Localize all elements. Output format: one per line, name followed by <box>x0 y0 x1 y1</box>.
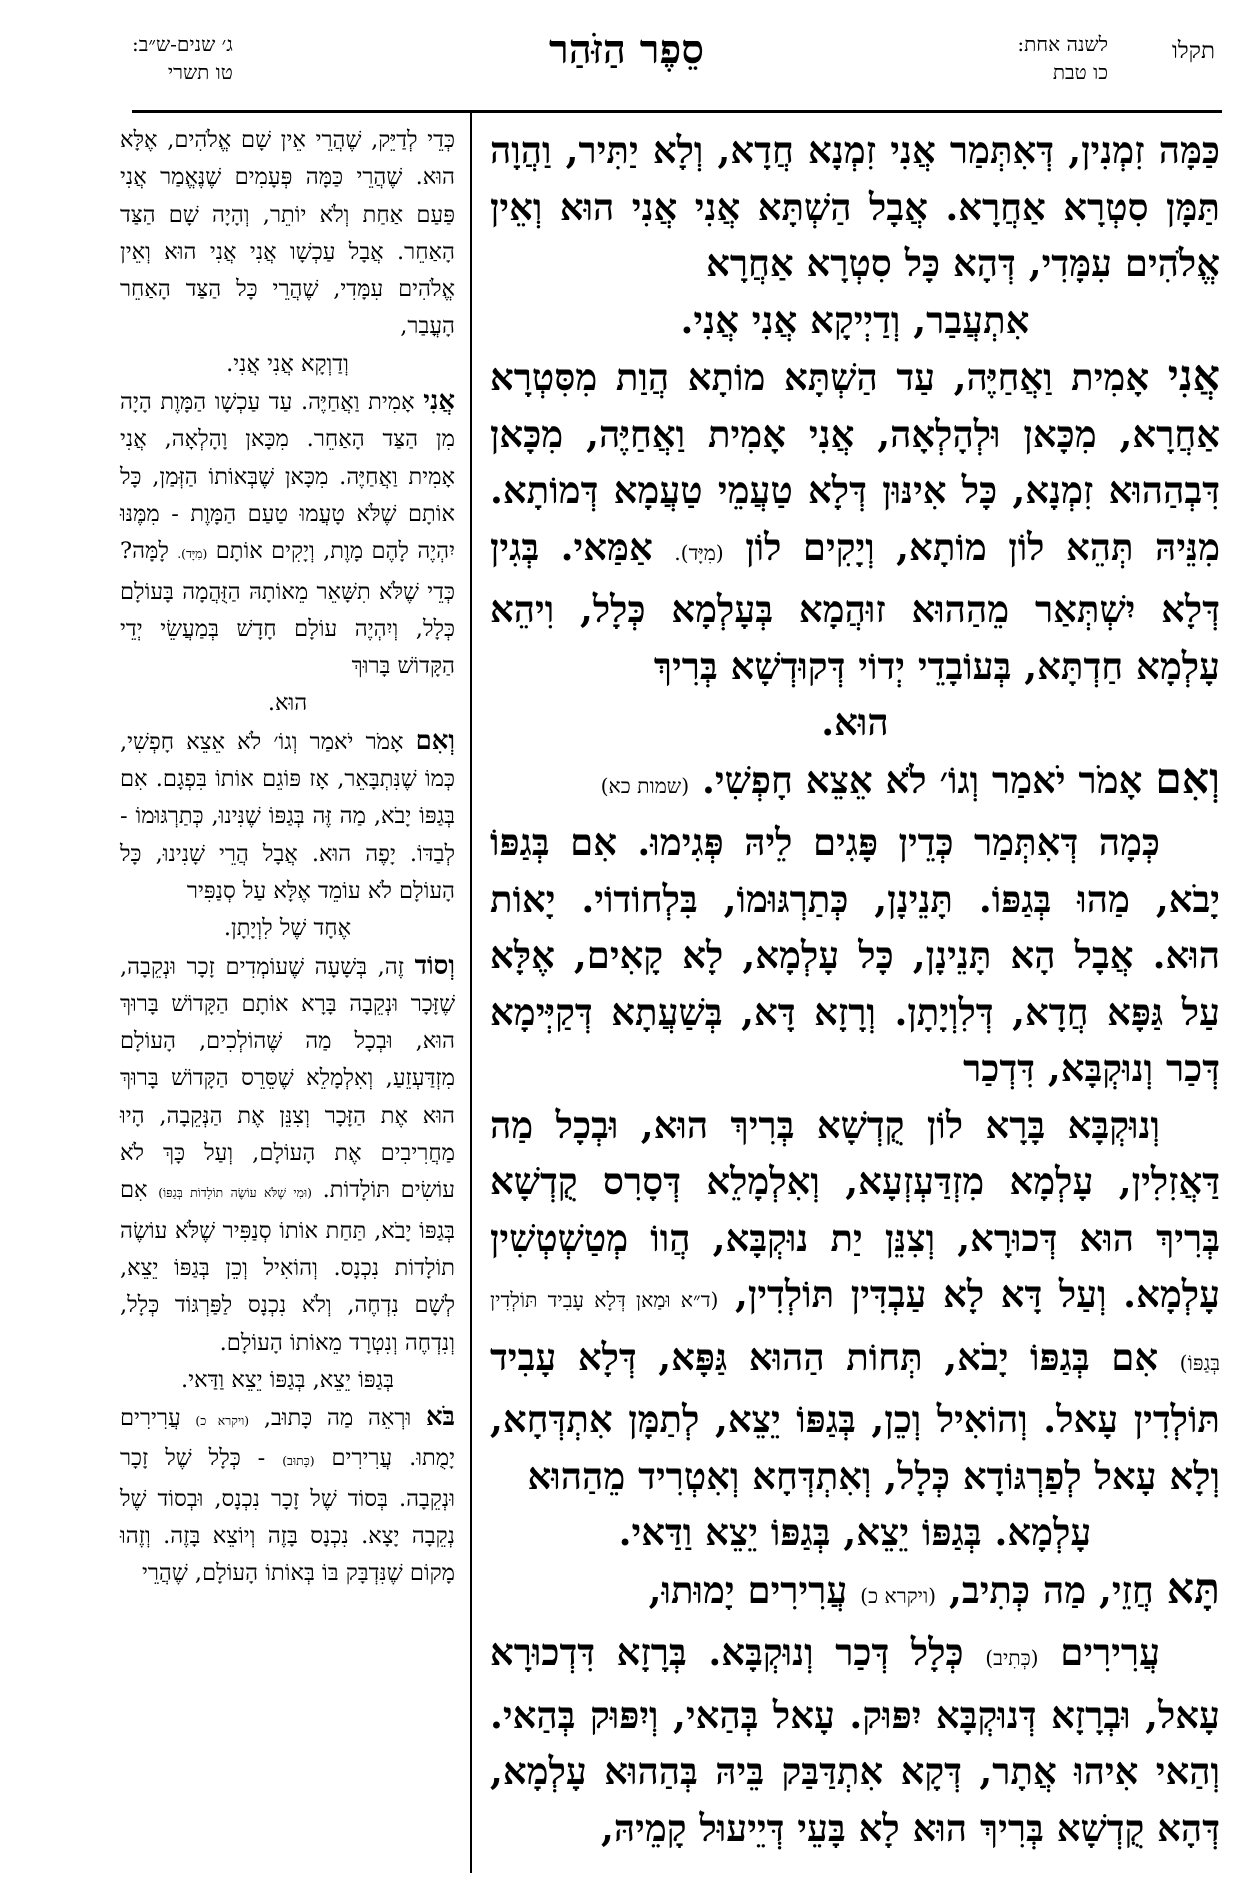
side-paragraph: וְסוֹד זֶה, בְּשָׁעָה שֶׁעוֹמְדִים זָכָר וּנְקֵבָה, שֶׁזָּכָר וּנְקֵבָה בָּרָא אוֹתָם הַקָּדוֹשׁ בָּרוּךְ הוּא, וּבְכָל מַה שֶּׁהוֹלְכִים, הָעוֹלָם מִזְדַּעְזֵעַ, וְאִלְמָלֵא שֶׁסֵּרֵס הַקָּדוֹשׁ בָּרוּךְ הוּא אֶת הַזָּכָר וְצִנֵּן אֶת הַנְּקֵבָה, הָיוּ מַחֲרִיבִים אֶת הָעוֹלָם, וְעַל כָּךְ לֹא עוֹשִׂים תּוֹלָדוֹת. (וּמִי שֶׁלֹּא עוֹשֶׂה תוֹלָדוֹת בְּגַפּוֹ) אִם בְּגַפּוֹ יָבֹא, תַּחַת אוֹתוֹ סְנַפִּיר שֶׁלֹּא עוֹשֶׂה תוֹלָדוֹת נִכְנָס. וְהוֹאִיל וְכֵן בְּגַפּוֹ יֵצֵא, לְשָׁם נִדְחֶה, וְלֹא נִכְנָס לַפַּרְגּוֹד כְּלָל, וְנִדְחֶה וְנִטְרָד מֵאוֹתוֹ הָעוֹלָם. <box>120 950 456 1356</box>
side-paragraph-end: וְדַוְקָא אֲנִי אֲנִי. <box>226 350 349 377</box>
side-paragraph-end: אֶחָד שֶׁל לִוְיָתָן. <box>223 915 352 942</box>
side-paragraph: וְאִם אָמֹר יֹאמַר וְגוֹ׳ לֹא אֵצֵא חָפְשִׁי, כְּמוֹ שֶׁנִּתְבָּאֵר, אָז פּוֹגֵם אוֹתוֹ בִּפְגָם. אִם בְּגַפּוֹ יָבֹא, מַה זֶּה בְּגַפּוֹ שֶׁנִּינוּ, כְּתַרְגּוּמוֹ - לְבַדּוֹ. יָפֶה הוּא. אֲבָל הֲרֵי שָׁנִינוּ, כָּל הָעוֹלָם לֹא עוֹמֵד אֶלָּא עַל סְנַפִּיר <box>120 725 455 904</box>
main-paragraph: אֲנִי אָמִית וַאֲחַיֶּה, עַד הַשְׁתָּא מוֹתָא הֲוַת מִסִּטְרָא אַחֲרָא, מִכָּאן וּלְהָלְאָה, אֲנִי אָמִית וַאֲחַיֶּה, מִכָּאן דִּבְהַהוּא זִמְנָא, כָּל אִינּוּן דְּלָא טַעֲמֵי טַעֲמָא דְּמוֹתָא. מִנֵּיהּ תְּהֵא לוֹן מוֹתָא, וְיָקִים לוֹן (מִיָּד). אַמַּאי. בְּגִין דְּלָא יִשְׁתְּאַר מֵהַהוּא זוּהֲמָא בְּעָלְמָא כְּלָל, וִיהֵא עָלְמָא חַדְתָּא, בְּעוֹבָדֵי יְדוֹי דְּקוּדְשָׁא בְּרִיךְ <box>490 351 1221 688</box>
schedule-label: לשנה אחת: <box>1017 32 1108 56</box>
book-title: סֵפֶר הַזֹּהַר <box>549 26 704 73</box>
main-paragraph: תָּא חֲזֵי, מַה כְּתִיב, (ויקרא כ) עֲרִירִים יָמוּתוּ, <box>648 1563 1220 1614</box>
main-paragraph: כְּמָה דְּאִתְּמַר כְּדֵין פָּגִים לֵיהּ פְּגִימוּ. אִם בְּגַפּוֹ יָבֹא, מַהוּ בְּגַפּוֹ. תָּנֵינָן, כְּתַרְגּוּמוֹ, בִּלְחוֹדוֹי. יָאוֹת הוּא. אֲבָל הָא תָּנֵינָן, כָּל עָלְמָא, לָא קָאִים, אֶלָּא עַל גַּפָּא חֲדָא, דְּלִוְיָתָן. וְרָזָא דָּא, בְּשַׁעֲתָא דְּקַיְּימָא דְּכַר וְנוּקְבָּא, דִּדְכַר <box>490 820 1220 1090</box>
header-rule <box>132 110 1222 113</box>
side-paragraph-end: הוּא. <box>267 690 308 717</box>
reading-schedule-left <box>132 30 233 86</box>
side-paragraph: בֹּא וּרְאֵה מַה כָּתוּב, (ויקרא כ) עֲרִירִים יָמֻתוּ. עֲרִירִים (כָּתוּב) - כְּלָל שֶׁל זָכָר וּנְקֵבָה. בְּסוֹד שֶׁל זָכָר נִכְנָס, וּבְסוֹד שֶׁל נְקֵבָה יָצָא. נִכְנָס בָּזֶה וְיוֹצֵא בָּזֶה. וְזֶהוּ מָקוֹם שֶׁנִּדְבָּק בּוֹ בְּאוֹתוֹ הָעוֹלָם, שֶׁהֲרֵי <box>120 1402 456 1587</box>
schedule-date-left: טו תשרי <box>167 60 233 84</box>
main-paragraph: וְנוּקְבָּא בָּרָא לוֹן קֻדְשָׁא בְּרִיךְ הוּא, וּבְכָל מַה דַּאֲזִלִין, עָלְמָא מִזְדַּעְזְעָא, וְאִלְמָלֵא דְּסָרִס קֻדְשָׁא בְּרִיךְ הוּא דְּכוּרָא, וְצִנֵּן יַת נוּקְבָּא, הֲווֹ מְטַשְׁטְשִׁין עָלְמָא. וְעַל דָּא לָא עַבְדִּין תּוֹלְדִין, (ד״א וּמַאן דְּלָא עָבִיד תּוֹלְדִין בְּגַפּוֹ) אִם בְּגַפּוֹ יָבֹא, תְּחוֹת הַהוּא גַּפָּא, דְּלָא עָבִיד תּוֹלְדִין עָאל. וְהוֹאִיל וְכֵן, בְּגַפּוֹ יֵצֵא, לְתַמָּן אִתְדְּחָא, וְלָא עָאל לְפַרְגּוֹדָא כְּלָל, וְאִתְדְּחָא וְאִטְרִיד מֵהַהוּא <box>490 1102 1221 1498</box>
page-number: תקלו <box>1172 38 1215 64</box>
side-paragraph-end: בְּגַפּוֹ יֵצֵא, בְּגַפּוֹ יֵצֵא וַדַּאי. <box>181 1366 394 1393</box>
main-paragraph-end: עָלְמָא. בְּגַפּוֹ יֵצֵא, בְּגַפּוֹ יֵצֵא וַדַּאי. <box>618 1510 1092 1554</box>
schedule-label-left: ג׳ שנים-ש״ב: <box>132 32 233 56</box>
main-paragraph: וְאִם אָמֹר יֹאמַר וְגוֹ׳ לֹא אֵצֵא חָפְשִׁי. (שמות כא) <box>600 753 1220 804</box>
schedule-date: כו טבת <box>1052 60 1108 84</box>
main-paragraph-end: הוּא. <box>821 700 889 744</box>
main-paragraph: עֲרִירִים (כְּתִיב) כְּלָל דְּכַר וְנוּקְבָּא. בְּרָזָא דִּדְכוּרָא עָאל, וּבְרָזָא דְּנוּקְבָּא יִפּוּק. עָאל בְּהַאי, וְיִפּוּק בְּהַאי. וְהַאי אִיהוּ אֲתָר, דְּקָא אִתְדַּבַּק בֵּיהּ בְּהַהוּא עָלְמָא, דְּהָא קֻדְשָׁא בְּרִיךְ הוּא לָא בָּעֵי דְּיֵיעוּל קָמֵיהּ, <box>490 1630 1220 1850</box>
running-header <box>0 22 1253 100</box>
main-paragraph: כַּמָּה זִמְנִין, דְּאִתְּמַר אֲנִי זִמְנָא חֲדָא, וְלָא יַתִּיר, וַהֲוָה תַּמָּן סִטְרָא אַחֲרָא. אֲבָל הַשְׁתָּא אֲנִי אֲנִי הוּא וְאֵין אֱלֹהִים עִמָּדִי, דְּהָא כָּל סִטְרָא אַחֲרָא <box>490 128 1220 285</box>
aramaic-column <box>490 122 1220 1856</box>
column-divider <box>470 113 472 1873</box>
hebrew-translation-column <box>120 122 455 1593</box>
side-paragraph: אֲנִי אָמִית וַאֲחַיֶּה. עַד עַכְשָׁו הַמָּוֶת הָיָה מִן הַצַּד הָאַחֵר. מִכָּאן וָהָלְאָה, אֲנִי אָמִית וַאֲחַיֶּה. מִכָּאן שֶׁבְּאוֹתוֹ הַזְּמַן, כָּל אוֹתָם שֶׁלֹּא טָעֲמוּ טַעַם הַמָּוֶת - מִמֶּנּוּ יִהְיֶה לָהֶם מָוֶת, וְיָקִים אוֹתָם (מִיָּד). לָמָּה? כְּדֵי שֶׁלֹּא תִשָּׁאֵר מֵאוֹתָהּ הַזֻּהֲמָה בָּעוֹלָם כְּלָל, וְיִהְיֶה עוֹלָם חָדָשׁ בְּמַעֲשֵׂי יְדֵי הַקָּדוֹשׁ בָּרוּךְ <box>120 386 455 680</box>
side-paragraph: כְּדֵי לְדַיֵּק, שֶׁהֲרֵי אֵין שָׁם אֱלֹהִים, אֶלָּא הוּא. שֶׁהֲרֵי כַּמָּה פְּעָמִים שֶׁנֶּאֱמַר אֲנִי פַּעַם אַחַת וְלֹא יוֹתֵר, וְהָיָה שָׁם הַצַּד הָאַחֵר. אֲבָל עַכְשָׁו אֲנִי אֲנִי הוּא וְאֵין אֱלֹהִים עִמָּדִי, שֶׁהֲרֵי כָּל הַצַּד הָאַחֵר הָעֳבַר, <box>120 127 455 340</box>
main-paragraph-end: אִתְעֲבַר, וְדַיְיקָא אֲנִי אֲנִי. <box>680 297 1030 342</box>
